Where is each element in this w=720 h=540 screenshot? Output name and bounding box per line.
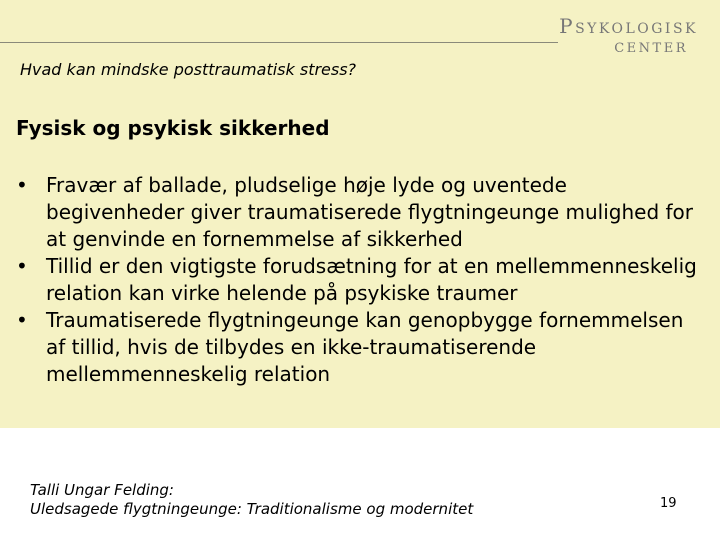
bullet-item bbox=[16, 253, 706, 307]
bullet-list bbox=[16, 172, 706, 388]
bullet-item bbox=[16, 307, 706, 388]
slide-subtitle: Hvad kan mindske posttraumatisk stress? bbox=[20, 60, 357, 79]
logo-line-1: Psykologisk bbox=[559, 14, 698, 38]
bullet-item bbox=[16, 172, 706, 253]
footer-author: Talli Ungar Felding: bbox=[30, 481, 174, 499]
bullet-marker: • bbox=[16, 308, 28, 332]
footer-book-title: Uledsagede flygtningeunge: Traditionalisme og modernitet bbox=[30, 500, 474, 518]
bullet-marker: • bbox=[16, 173, 28, 197]
footer-reference bbox=[30, 481, 473, 519]
slide-title: Fysisk og psykisk sikkerhed bbox=[16, 116, 330, 140]
psykologisk-center-logo bbox=[558, 16, 698, 56]
page-number: 19 bbox=[660, 496, 677, 511]
bullet-marker: • bbox=[16, 254, 28, 278]
logo-line-2: center bbox=[614, 36, 688, 57]
bullet-text: Tillid er den vigtigste forudsætning for at en mellemmenneskelig relation kan virke helende på psykiske traumer bbox=[46, 254, 697, 305]
header-divider bbox=[0, 42, 558, 43]
bullet-text: Traumatiserede flygtningeunge kan genopbygge fornemmelsen af tillid, hvis de tilbydes en ikke-traumatiserende mellemmenneskelig relation bbox=[46, 308, 684, 386]
bullet-text: Fravær af ballade, pludselige høje lyde og uventede begivenheder giver traumatiserede flygtningeunge mulighed for at genvinde en fornemmelse af sikkerhed bbox=[46, 173, 693, 251]
